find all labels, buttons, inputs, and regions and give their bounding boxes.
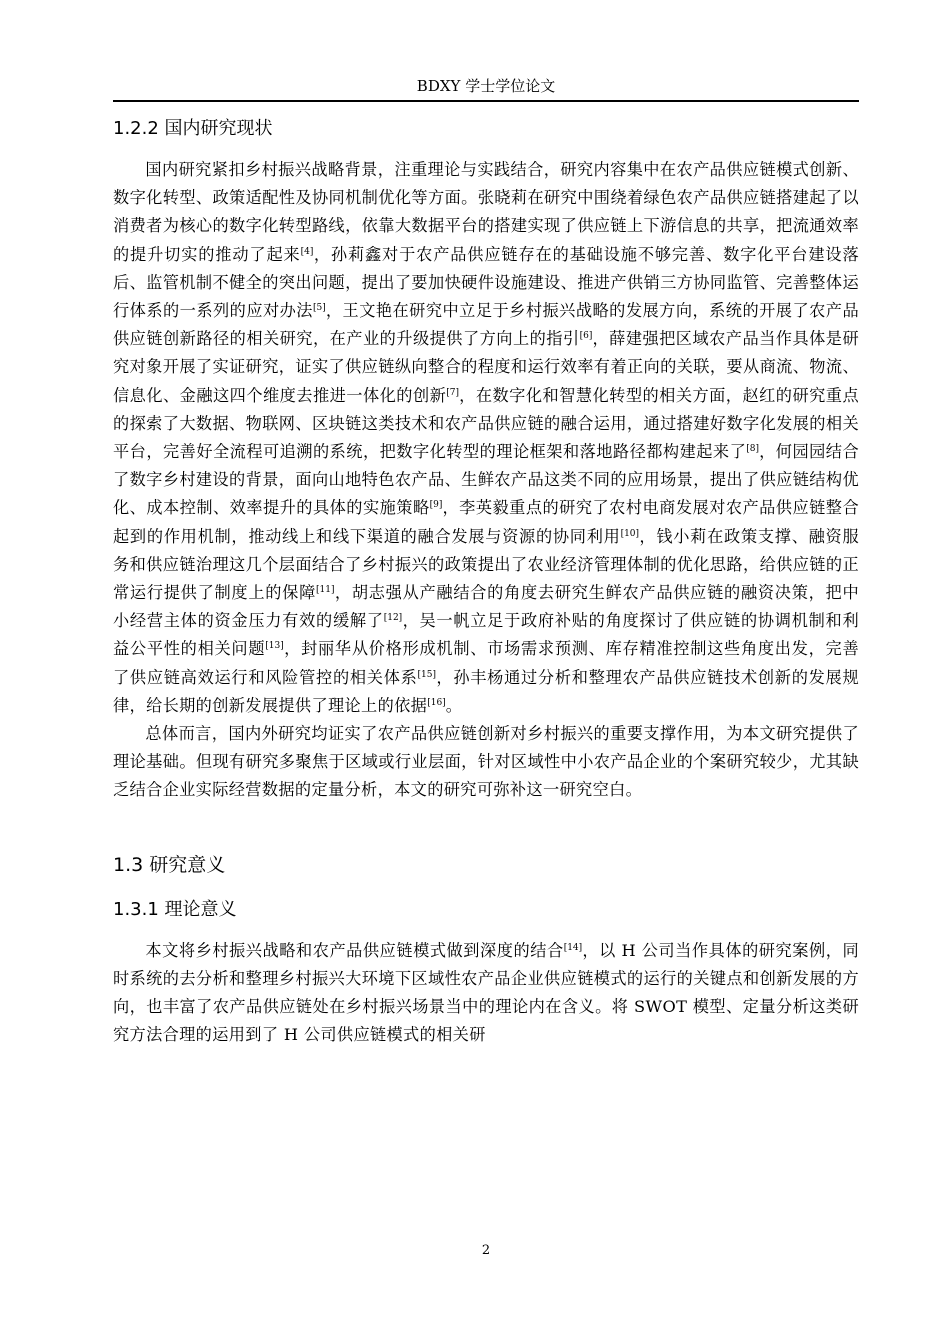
page-body	[113, 116, 859, 1049]
text-run: 。	[445, 695, 463, 715]
text-run: ，胡志强从产融结合的角度去研究生鲜农产品供应链的融资决策，把中小经营主体的资金压力有效的缓解了	[113, 583, 859, 631]
section-heading-1-2-2: 1.2.2 国内研究现状	[113, 118, 273, 139]
text-run: ，薛建强把区域农产品当作具体是研究对象开展了实证研究，证实了供应链纵向整合的程度和运行效率有着正向的关联，要从商流、物流、信息化、金融这四个维度去推进一体化的创新	[113, 329, 859, 405]
spacer	[113, 879, 859, 897]
page-header: BDXY 学士学位论文	[416, 77, 556, 95]
text-run: ，以 H 公司当作具体的研究案例，同时系统的去分析和整理乡村振兴大环境下区域性农产品企业供应链模式的运行的关键点和创新发展的方向，也丰富了农产品供应链处在乡村振兴场景当中的理论内在含义。将 SWOT 模型、定量分析这类研究方法合理的运用到了 H 公司供应链模式的相关研	[113, 940, 859, 1045]
text-run: ，封丽华从价格形成机制、市场需求预测、库存精准控制这些角度出发，完善了供应链高效运行和风险管控的相关体系	[113, 639, 859, 687]
citation-marker: [11]	[316, 585, 335, 596]
text-run: ，何园园结合了数字乡村建设的背景，面向山地特色农产品、生鲜农产品这类不同的应用场景，提出了供应链结构优化、成本控制、效率提升的具体的实施策略	[113, 442, 860, 518]
citation-marker: [5]	[312, 303, 326, 314]
citation-marker: [13]	[265, 641, 284, 652]
text-run: ，李英毅重点的研究了农村电商发展对农产品供应链整合起到的作用机制，推动线上和线下渠道的融合发展与资源的协同利用	[113, 498, 860, 546]
text-run: ，钱小莉在政策支撑、融资服务和供应链治理这几个层面结合了乡村振兴的政策提出了农业经济管理体制的优化思路，给供应链的正常运行提供了制度上的保障	[113, 526, 859, 603]
text-run: ，孙丰杨通过分析和整理农产品供应链技术创新的发展规律，给长期的创新发展提供了理论上的依据	[113, 667, 859, 715]
page-number: 2	[481, 1243, 491, 1258]
citation-marker: [8]	[746, 444, 760, 455]
text-run: ，在数字化和智慧化转型的相关方面，赵红的研究重点的探索了大数据、物联网、区块链这类技术和农产品供应链的融合运用，通过搭建好数字化发展的相关平台，完善好全流程可追溯的系统，把数字化转型的理论框架和落地路径都构建起来了	[113, 385, 859, 462]
text-run: ，吴一帆立足于政府补贴的角度探讨了供应链的协调机制和利益公平性的相关问题	[113, 611, 859, 659]
citation-marker: [7]	[446, 387, 460, 398]
citation-marker: [12]	[383, 613, 403, 624]
paragraph-summary: 总体而言，国内外研究均证实了农产品供应链创新对乡村振兴的重要支撑作用，为本文研究提供了理论基础。但现有研究多聚焦于区域或行业层面，针对区域性中小农产品企业的个案研究较少，尤其缺乏结合企业实际经营数据的定量分析，本文的研究可弥补这一研究空白。	[113, 724, 859, 800]
header-divider	[113, 100, 859, 102]
citation-marker: [6]	[579, 331, 593, 342]
citation-marker: [14]	[563, 942, 583, 953]
spacer	[113, 805, 859, 851]
citation-marker: [4]	[300, 246, 314, 257]
paragraph-theoretical-significance	[113, 937, 859, 1050]
text-run: 国内研究紧扣乡村振兴战略背景，注重理论与实践结合，研究内容集中在农产品供应链模式创新、数字化转型、政策适配性及协同机制优化等方面。张晓莉在研究中围绕着绿色农产品供应链搭建起了以消费者为核心的数字化转型路线，依靠大数据平台的搭建实现了供应链上下游信息的共享，把流通效率的提升切实的推动了起来	[113, 160, 859, 264]
citation-marker: [10]	[620, 528, 640, 539]
citation-marker: [15]	[417, 669, 437, 680]
section-heading-1-3: 1.3 研究意义	[113, 853, 226, 876]
text-run: 本文将乡村振兴战略和农产品供应链模式做到深度的结合	[145, 940, 564, 960]
text-run: ，孙莉鑫对于农产品供应链存在的基础设施不够完善、数字化平台建设落后、监管机制不健全的突出问题，提出了要加快硬件设施建设、推进产供销三方协同监管、完善整体运行体系的一系列的应对办法	[113, 244, 859, 321]
section-heading-1-3-1: 1.3.1 理论意义	[113, 898, 237, 920]
citation-marker: [9]	[429, 500, 443, 511]
text-run: ，王文艳在研究中立足于乡村振兴战略的发展方向，系统的开展了农产品供应链创新路径的相关研究，在产业的升级提供了方向上的指引	[113, 301, 859, 349]
citation-marker: [16]	[427, 697, 446, 708]
paragraph-domestic-research	[113, 156, 859, 720]
